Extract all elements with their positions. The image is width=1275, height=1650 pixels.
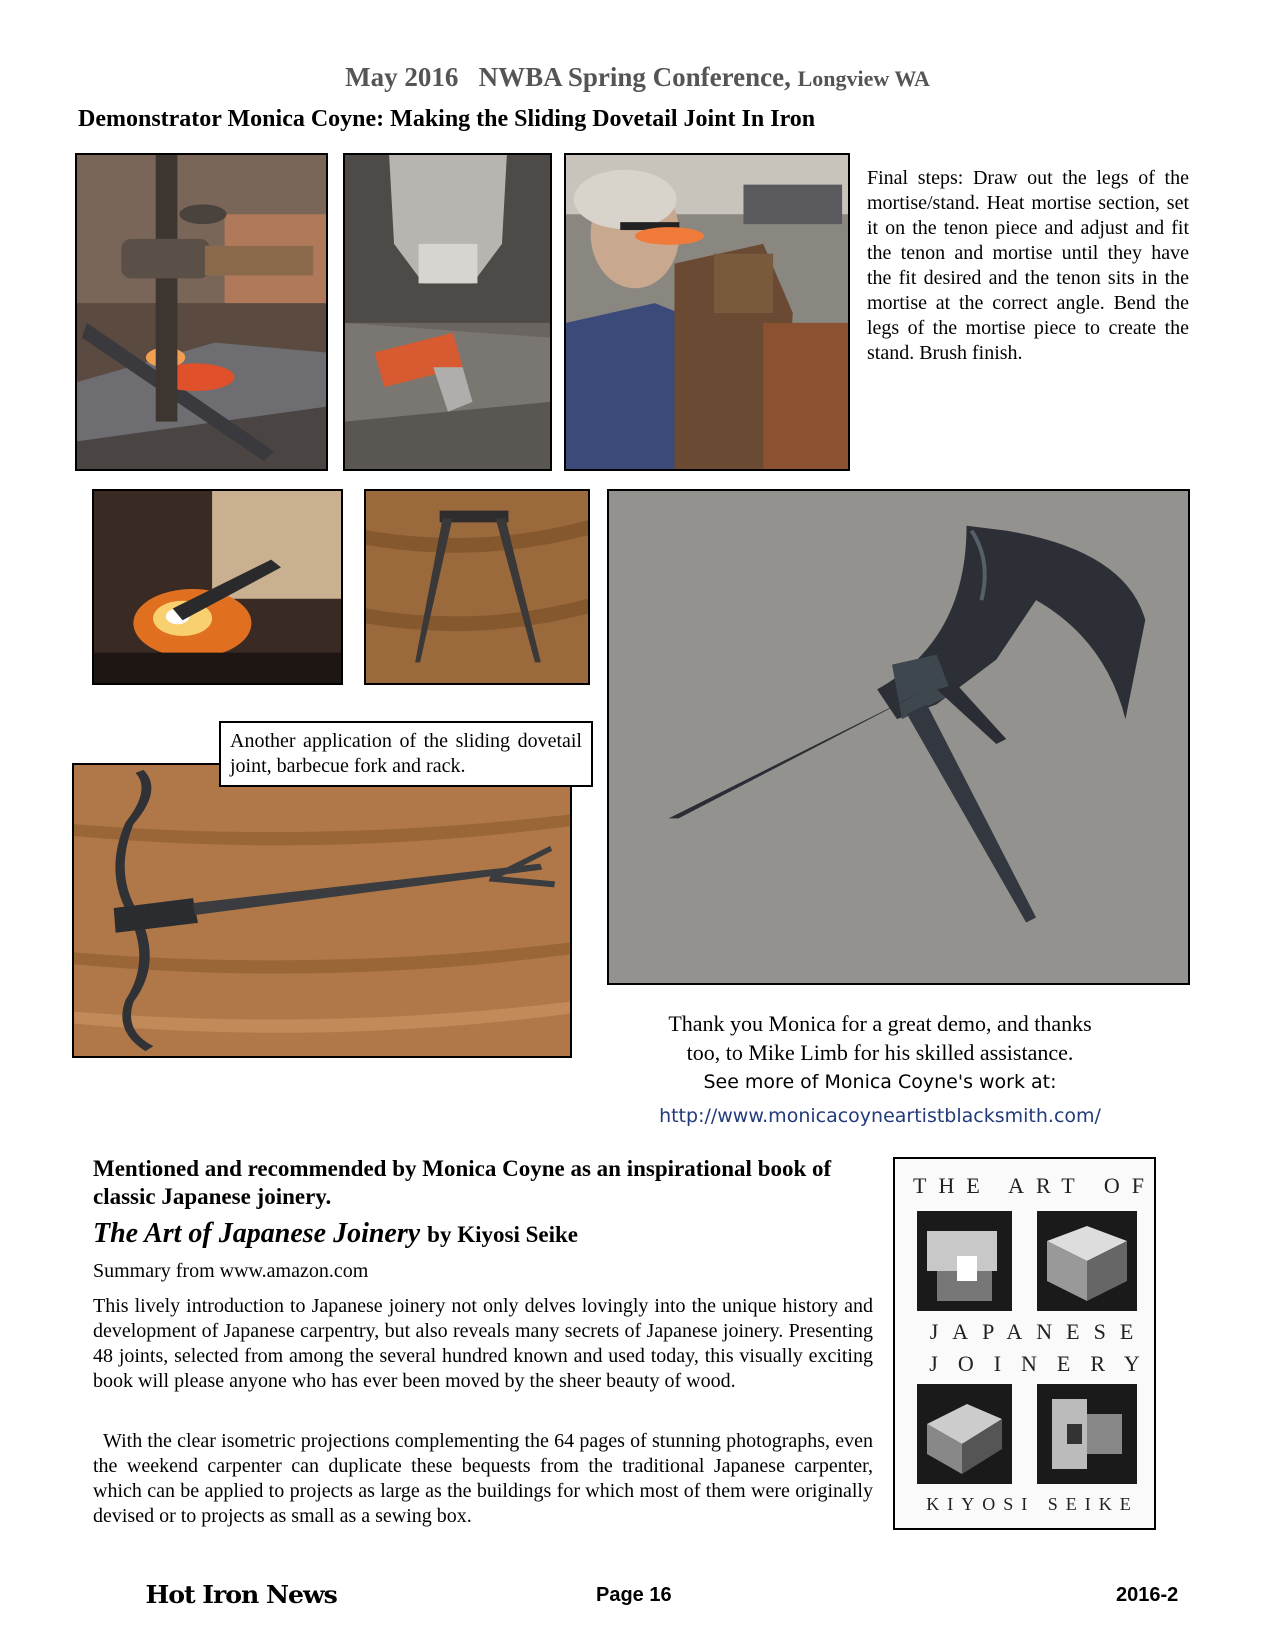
photo-finished-piece <box>607 489 1190 985</box>
demonstrator-heading: Demonstrator Monica Coyne: Making the Sliding Dovetail Joint In Iron <box>78 106 816 132</box>
page-number: Page 16 <box>596 1584 672 1606</box>
publication-name: Hot Iron News <box>145 1580 337 1609</box>
see-more-text: See more of Monica Coyne's work at: <box>703 1071 1057 1093</box>
book-summary-paragraph-1: This lively introduction to Japanese joinery not only delves lovingly into the unique history and development of Japanese carpentry, but also reveals many secrets of Japanese joinery. Presenting 48 joints, selected from among the several hundred known and used today, this visually exciting book will please anyone who has ever been moved by the sheer beauty of wood. <box>93 1295 873 1392</box>
conference-name: May 2016 NWBA Spring Conference, <box>345 62 791 92</box>
photo-forge-flame <box>92 489 343 685</box>
cover-joint-illustrations-top <box>917 1211 1137 1311</box>
book-summary-paragraph-2: With the clear isometric projections complementing the 64 pages of stunning photographs, even the weekend carpenter can duplicate these bequests from the traditional Japanese carpenter, which can be applied to projects as large as the buildings for which most of them were originally devised or to projects as small as a sewing box. <box>93 1430 873 1527</box>
cover-author: KIYOSI SEIKE <box>926 1494 1139 1514</box>
cover-title-mid-1: JAPANESE <box>929 1319 1148 1344</box>
book-author: by Kiyosi Seike <box>427 1222 578 1247</box>
book-cover <box>893 1157 1160 1530</box>
book-title: The Art of Japanese Joinery <box>93 1218 421 1249</box>
photo-hammer-strike <box>343 153 552 471</box>
photo-bbq-fork <box>72 763 572 1058</box>
conference-location: Longview WA <box>797 66 930 91</box>
cover-title-mid-2: JOINERY <box>929 1351 1160 1376</box>
photo-mortise-stand <box>364 489 590 685</box>
bbq-caption: Another application of the sliding dovetail joint, barbecue fork and rack. <box>219 721 593 787</box>
final-steps-text: Final steps: Draw out the legs of the mortise/stand. Heat mortise section, set it on the tenon piece and adjust and fit the tenon and mortise until they have the fit desired and the tenon sits in the mortise at the correct angle. Bend the legs of the mortise piece to create the stand. Brush finish. <box>867 167 1189 364</box>
website-link[interactable]: http://www.monicacoyneartistblacksmith.com/ <box>659 1105 1101 1127</box>
photo-monica-vise <box>564 153 850 471</box>
thanks-line-2: too, to Mike Limb for his skilled assistance. <box>686 1040 1074 1065</box>
cover-joint-illustrations-bottom <box>917 1384 1137 1484</box>
cover-title-top: THE ART OF <box>913 1173 1156 1198</box>
issue-number: 2016-2 <box>1116 1584 1179 1606</box>
photo-hammer-anvil <box>75 153 328 471</box>
book-title-line <box>93 1218 578 1250</box>
thanks-message <box>600 1009 1160 1067</box>
summary-source: Summary from www.amazon.com <box>93 1260 369 1282</box>
thanks-line-1: Thank you Monica for a great demo, and thanks <box>668 1011 1092 1036</box>
book-recommendation: Mentioned and recommended by Monica Coyne as an inspirational book of classic Japanese joinery. <box>93 1156 832 1209</box>
conference-title <box>0 62 1275 93</box>
